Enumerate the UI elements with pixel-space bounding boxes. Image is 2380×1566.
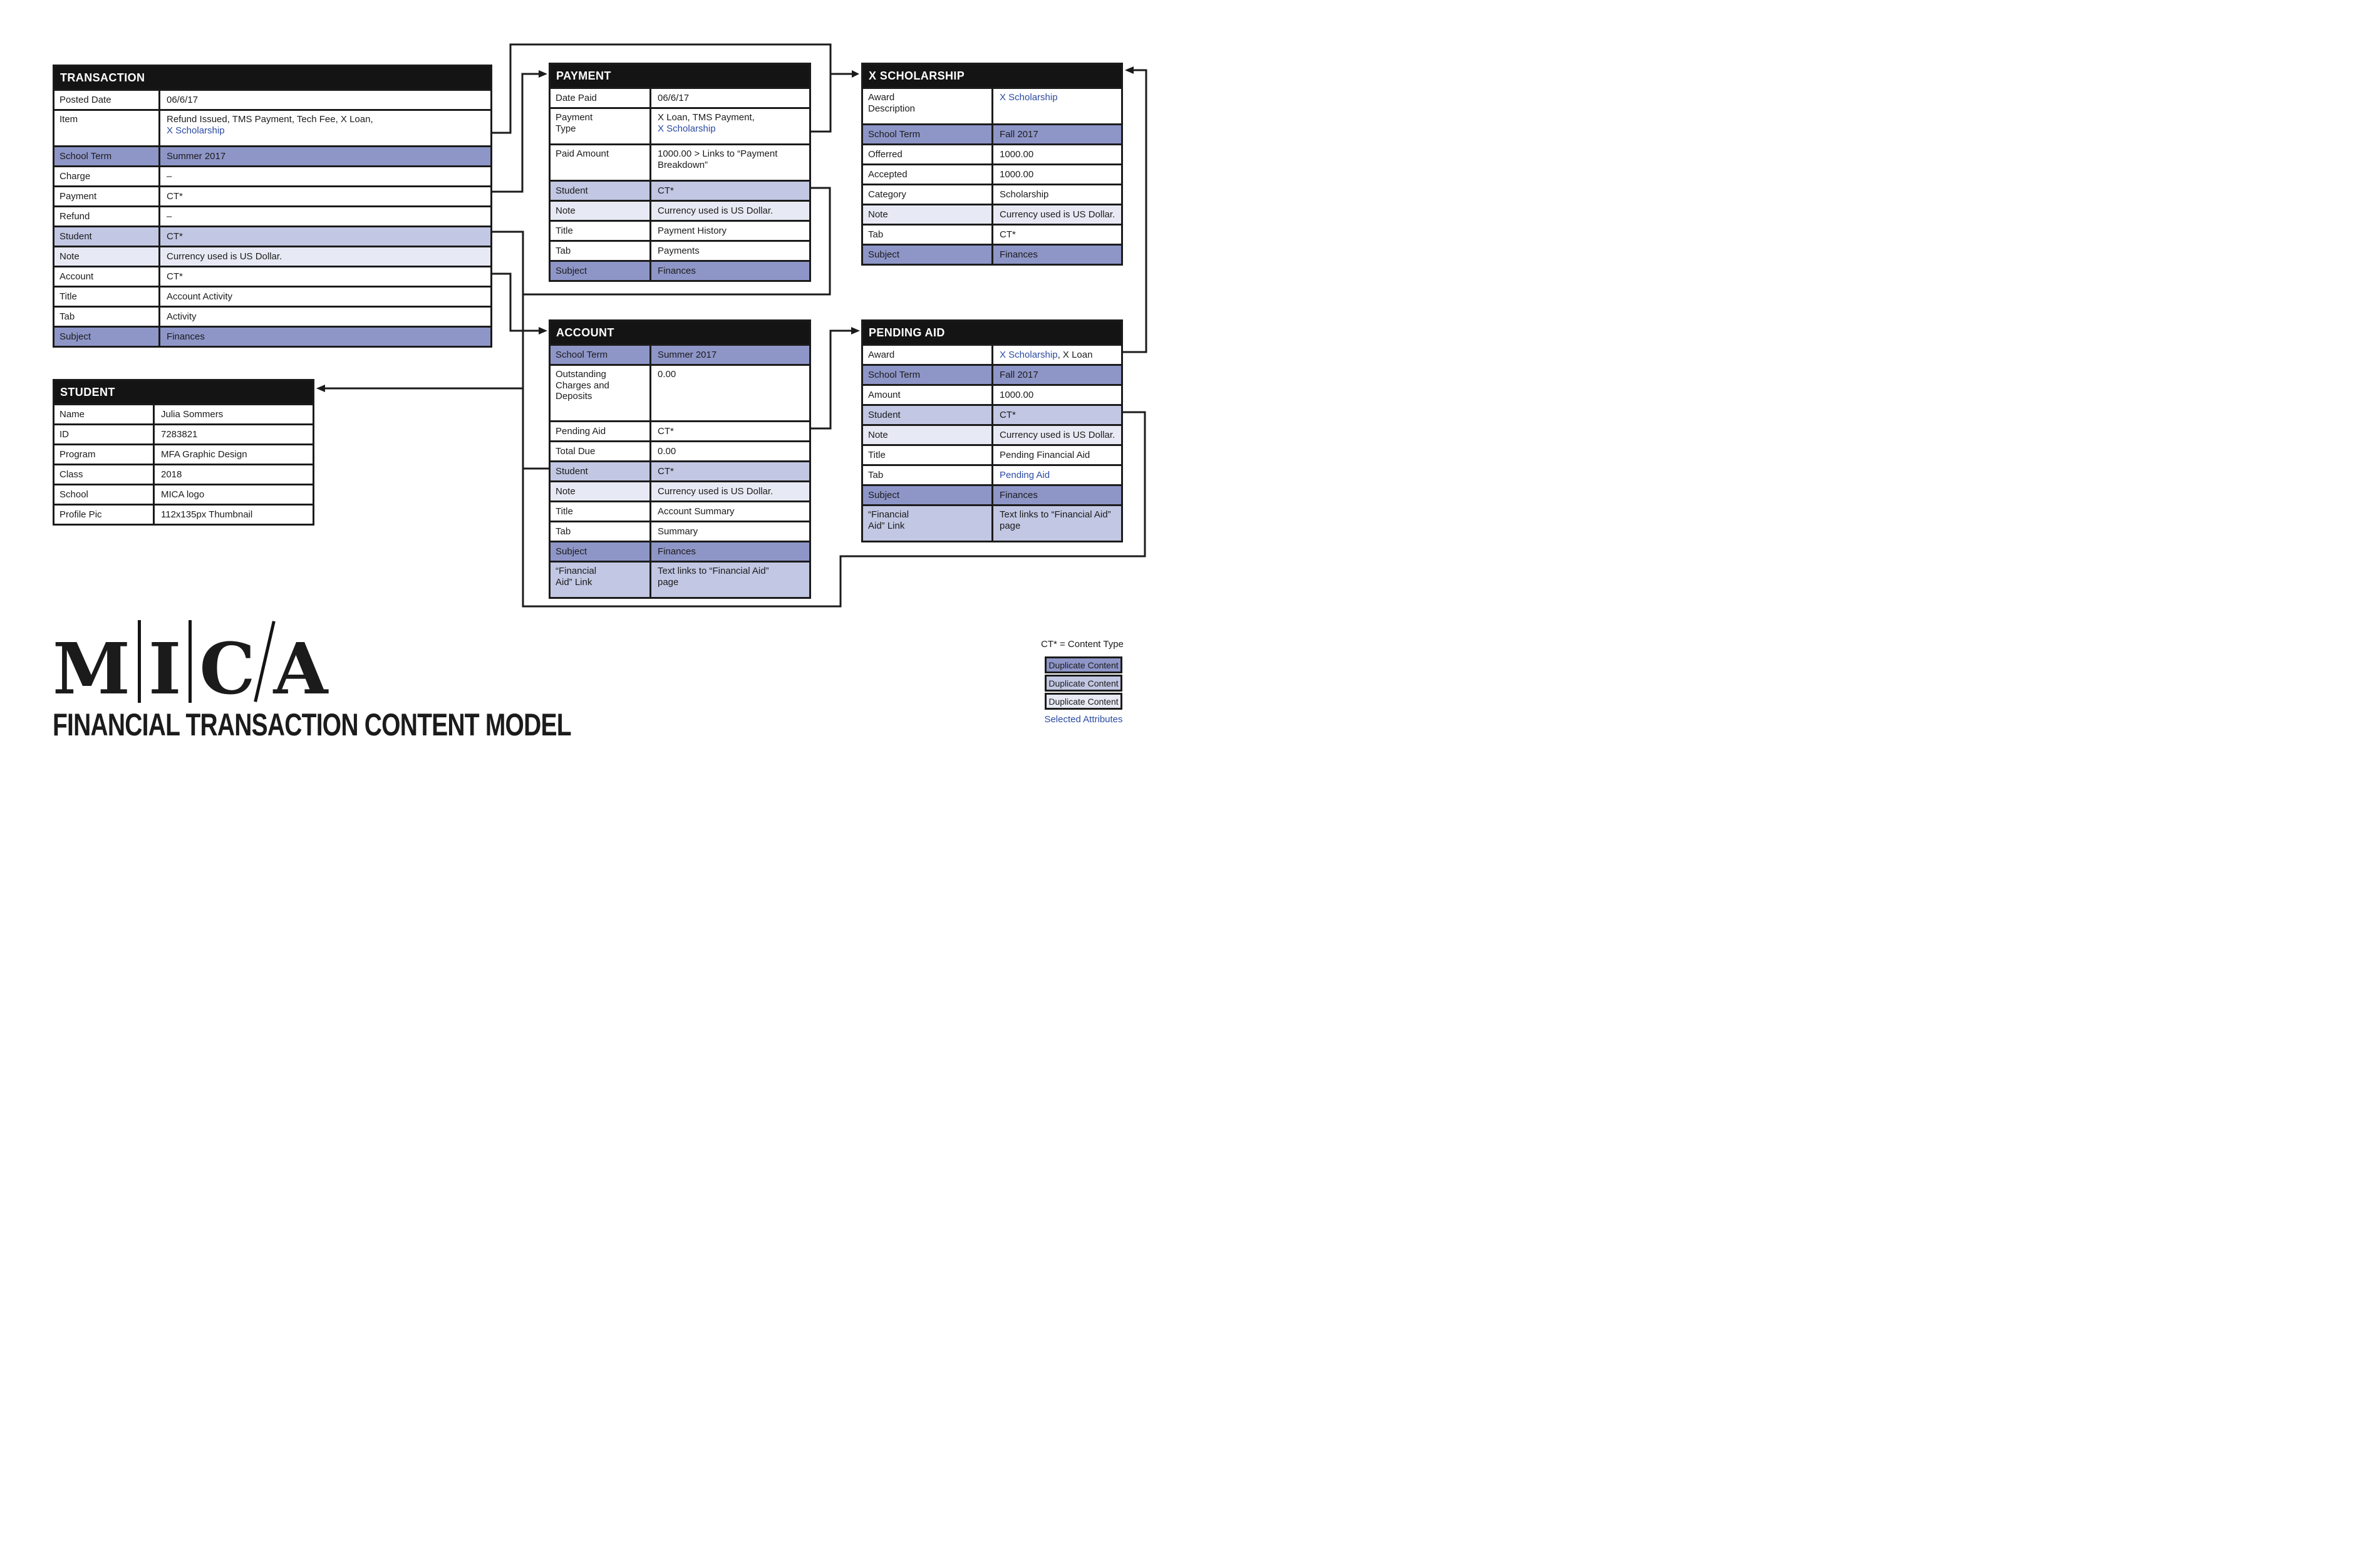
table-row bbox=[551, 480, 809, 500]
table-row bbox=[863, 87, 1121, 123]
value-text: Payments bbox=[658, 245, 700, 256]
row-label: School bbox=[54, 485, 155, 504]
table-row bbox=[551, 364, 809, 420]
value-text: Text links to “Financial Aid” bbox=[658, 566, 769, 576]
row-label: Tab bbox=[863, 226, 993, 244]
value-text: – bbox=[167, 210, 172, 222]
row-label: Tab bbox=[551, 522, 651, 541]
table-row bbox=[863, 143, 1121, 163]
table-row bbox=[863, 224, 1121, 244]
value-text: Fall 2017 bbox=[1000, 369, 1038, 380]
value-text: Finances bbox=[658, 546, 696, 557]
link-x-scholarship[interactable]: X Scholarship bbox=[1000, 349, 1058, 360]
table-row bbox=[863, 444, 1121, 464]
logo-letter-i: I bbox=[148, 628, 182, 710]
row-label: Note bbox=[54, 247, 160, 266]
row-value bbox=[993, 486, 1121, 504]
table-header-payment: PAYMENT bbox=[551, 65, 809, 87]
row-label: Offerred bbox=[863, 145, 993, 163]
row-label: Student bbox=[54, 227, 160, 246]
row-label: Tab bbox=[863, 466, 993, 484]
table-row bbox=[54, 266, 490, 286]
legend-selected-attributes: Selected Attributes bbox=[1044, 714, 1123, 725]
logo-letter-a: A bbox=[273, 628, 328, 710]
value-text: page bbox=[658, 576, 679, 588]
legend-box-medium: Duplicate Content bbox=[1045, 675, 1122, 692]
logo-slash-icon bbox=[254, 621, 276, 702]
row-label: Subject bbox=[54, 328, 160, 346]
value-text: 1000.00 bbox=[1000, 148, 1034, 160]
row-value bbox=[651, 145, 809, 180]
table-row bbox=[54, 326, 490, 346]
table-row bbox=[54, 145, 490, 165]
table-row bbox=[863, 404, 1121, 424]
value-text: Refund Issued, TMS Payment, Tech Fee, X Loan, bbox=[167, 114, 373, 125]
row-value bbox=[160, 267, 490, 286]
row-label: Title bbox=[863, 446, 993, 464]
row-value bbox=[651, 109, 809, 143]
row-value bbox=[651, 482, 809, 500]
table-row bbox=[54, 205, 490, 226]
table-header-account: ACCOUNT bbox=[551, 321, 809, 344]
row-value bbox=[993, 446, 1121, 464]
table-row bbox=[863, 484, 1121, 504]
logo-bar-icon bbox=[189, 620, 192, 703]
row-value bbox=[993, 89, 1121, 123]
value-text: Finances bbox=[658, 265, 696, 276]
value-text: Currency used is US Dollar. bbox=[167, 251, 282, 262]
row-value bbox=[155, 425, 313, 443]
row-label: Pending Aid bbox=[551, 422, 651, 440]
row-value bbox=[160, 167, 490, 185]
value-text: page bbox=[1000, 520, 1021, 531]
row-value bbox=[651, 442, 809, 460]
table-row bbox=[551, 460, 809, 480]
row-label: School Term bbox=[54, 147, 160, 165]
arrowhead-icon bbox=[852, 70, 859, 78]
row-value bbox=[160, 187, 490, 205]
row-value bbox=[651, 89, 809, 107]
row-value bbox=[993, 366, 1121, 384]
value-text: Summer 2017 bbox=[167, 150, 226, 162]
row-label: Student bbox=[863, 406, 993, 424]
table-row bbox=[863, 504, 1121, 541]
row-label: Student bbox=[551, 462, 651, 480]
value-text: 112x135px Thumbnail bbox=[161, 509, 253, 520]
row-label: Subject bbox=[863, 486, 993, 504]
row-label: Tab bbox=[54, 308, 160, 326]
table-row bbox=[863, 184, 1121, 204]
table-row bbox=[551, 420, 809, 440]
row-label: Title bbox=[54, 288, 160, 306]
arrowhead-icon bbox=[851, 327, 860, 334]
row-label: Program bbox=[54, 445, 155, 464]
row-value bbox=[160, 227, 490, 246]
row-value bbox=[993, 125, 1121, 143]
row-label: Class bbox=[54, 465, 155, 484]
row-value bbox=[651, 462, 809, 480]
value-text: Currency used is US Dollar. bbox=[1000, 429, 1115, 440]
value-text: , X Loan bbox=[1057, 349, 1093, 360]
value-text: 0.00 bbox=[658, 369, 676, 380]
arrowhead-icon bbox=[316, 385, 325, 392]
row-label: Profile Pic bbox=[54, 506, 155, 524]
value-text: Finances bbox=[1000, 489, 1038, 500]
row-label: Subject bbox=[551, 542, 651, 561]
link-x-scholarship[interactable]: X Scholarship bbox=[1000, 92, 1058, 103]
table-row bbox=[551, 561, 809, 597]
value-text: CT* bbox=[167, 190, 183, 202]
table-header-transaction: TRANSACTION bbox=[54, 66, 490, 89]
value-text: 7283821 bbox=[161, 428, 198, 440]
table-row bbox=[551, 200, 809, 220]
row-value bbox=[993, 246, 1121, 264]
value-text: CT* bbox=[1000, 229, 1016, 240]
row-value bbox=[160, 91, 490, 109]
row-label: “Financial Aid” Link bbox=[551, 563, 651, 597]
table-row bbox=[551, 180, 809, 200]
table-row bbox=[54, 246, 490, 266]
table-row bbox=[551, 500, 809, 521]
row-value bbox=[155, 445, 313, 464]
table-row bbox=[551, 220, 809, 240]
row-value bbox=[993, 205, 1121, 224]
table-row bbox=[863, 364, 1121, 384]
connector-line bbox=[492, 274, 539, 331]
row-value bbox=[651, 202, 809, 220]
row-label: Title bbox=[551, 502, 651, 521]
value-text: Text links to “Financial Aid” bbox=[1000, 509, 1111, 520]
value-text: Scholarship bbox=[1000, 189, 1049, 200]
row-value bbox=[155, 485, 313, 504]
row-label: Total Due bbox=[551, 442, 651, 460]
value-text: Finances bbox=[1000, 249, 1038, 260]
row-label: Account bbox=[54, 267, 160, 286]
row-label: Date Paid bbox=[551, 89, 651, 107]
table-header-x-scholarship: X SCHOLARSHIP bbox=[863, 65, 1121, 87]
value-text: 2018 bbox=[161, 469, 182, 480]
table-row bbox=[54, 306, 490, 326]
connector-line bbox=[811, 331, 851, 428]
row-value bbox=[160, 111, 490, 145]
value-text: Account Activity bbox=[167, 291, 233, 302]
legend-ct-note: CT* = Content Type bbox=[1041, 639, 1124, 650]
row-label: School Term bbox=[863, 366, 993, 384]
value-text: 1000.00 bbox=[1000, 389, 1034, 400]
row-label: Title bbox=[551, 222, 651, 240]
value-text: Fall 2017 bbox=[1000, 128, 1038, 140]
row-value bbox=[651, 542, 809, 561]
row-value bbox=[160, 308, 490, 326]
table-row bbox=[863, 244, 1121, 264]
value-text: Pending Financial Aid bbox=[1000, 449, 1090, 460]
row-value bbox=[160, 288, 490, 306]
row-value bbox=[651, 366, 809, 420]
row-value bbox=[155, 506, 313, 524]
value-text: Currency used is US Dollar. bbox=[1000, 209, 1115, 220]
table-row bbox=[551, 521, 809, 541]
row-value bbox=[993, 426, 1121, 444]
row-label: Student bbox=[551, 182, 651, 200]
table-row bbox=[863, 123, 1121, 143]
row-value bbox=[651, 262, 809, 280]
row-value bbox=[155, 405, 313, 423]
row-value bbox=[993, 165, 1121, 184]
logo-letter-m: M bbox=[53, 628, 130, 710]
row-label: ID bbox=[54, 425, 155, 443]
value-text: Julia Sommers bbox=[161, 408, 224, 420]
row-label: School Term bbox=[863, 125, 993, 143]
value-text: 06/6/17 bbox=[167, 94, 199, 105]
value-text: 0.00 bbox=[658, 445, 676, 457]
value-text: Summer 2017 bbox=[658, 349, 717, 360]
value-text: Breakdown” bbox=[658, 159, 708, 170]
row-label: Note bbox=[863, 205, 993, 224]
row-label: “Financial Aid” Link bbox=[863, 506, 993, 541]
value-text: X Loan, TMS Payment, bbox=[658, 112, 755, 123]
value-text: Finances bbox=[167, 331, 205, 342]
diagram-canvas bbox=[0, 0, 1190, 783]
row-label: Subject bbox=[551, 262, 651, 280]
row-label: Item bbox=[54, 111, 160, 145]
row-label: Award Description bbox=[863, 89, 993, 123]
value-text: – bbox=[167, 170, 172, 182]
table-student bbox=[53, 379, 314, 526]
table-row bbox=[863, 204, 1121, 224]
row-value bbox=[651, 242, 809, 260]
row-label: Posted Date bbox=[54, 91, 160, 109]
table-row bbox=[551, 87, 809, 107]
row-value bbox=[160, 328, 490, 346]
table-row bbox=[551, 260, 809, 280]
row-value bbox=[160, 147, 490, 165]
row-value bbox=[651, 182, 809, 200]
table-row bbox=[551, 143, 809, 180]
link-x-scholarship[interactable]: X Scholarship bbox=[167, 125, 225, 136]
row-value bbox=[651, 522, 809, 541]
table-row bbox=[863, 344, 1121, 364]
table-row bbox=[54, 226, 490, 246]
value-text: Currency used is US Dollar. bbox=[658, 205, 773, 216]
row-label: Note bbox=[551, 202, 651, 220]
arrowhead-icon bbox=[539, 70, 547, 78]
row-label: Category bbox=[863, 185, 993, 204]
link-pending-aid[interactable]: Pending Aid bbox=[1000, 469, 1050, 480]
row-value bbox=[993, 346, 1121, 364]
table-payment bbox=[549, 63, 811, 282]
table-row bbox=[863, 464, 1121, 484]
row-value bbox=[651, 222, 809, 240]
value-text: CT* bbox=[658, 425, 674, 437]
value-text: CT* bbox=[167, 271, 183, 282]
legend-box-light: Duplicate Content bbox=[1045, 693, 1122, 710]
arrowhead-icon bbox=[1125, 66, 1134, 74]
row-value bbox=[993, 506, 1121, 541]
row-value bbox=[155, 465, 313, 484]
row-value bbox=[993, 226, 1121, 244]
value-text: Summary bbox=[658, 526, 698, 537]
value-text: CT* bbox=[658, 465, 674, 477]
mica-logo bbox=[53, 620, 328, 710]
table-row bbox=[551, 107, 809, 143]
table-row bbox=[54, 185, 490, 205]
table-row bbox=[54, 89, 490, 109]
value-text: MICA logo bbox=[161, 489, 205, 500]
value-text: Currency used is US Dollar. bbox=[658, 485, 773, 497]
table-row bbox=[863, 384, 1121, 404]
row-label: Award bbox=[863, 346, 993, 364]
row-value bbox=[160, 247, 490, 266]
row-value bbox=[993, 145, 1121, 163]
row-value bbox=[651, 502, 809, 521]
table-pending-aid bbox=[861, 319, 1123, 542]
table-row bbox=[551, 344, 809, 364]
table-row bbox=[54, 423, 313, 443]
row-label: Payment Type bbox=[551, 109, 651, 143]
table-row bbox=[54, 165, 490, 185]
row-value bbox=[651, 563, 809, 597]
row-label: Outstanding Charges and Deposits bbox=[551, 366, 651, 420]
row-value bbox=[993, 185, 1121, 204]
row-label: Subject bbox=[863, 246, 993, 264]
value-text: Activity bbox=[167, 311, 197, 322]
value-text: Payment History bbox=[658, 225, 727, 236]
table-row bbox=[54, 286, 490, 306]
table-transaction bbox=[53, 65, 492, 348]
row-label: Accepted bbox=[863, 165, 993, 184]
legend-box-strong: Duplicate Content bbox=[1045, 656, 1122, 673]
table-row bbox=[551, 240, 809, 260]
row-label: Amount bbox=[863, 386, 993, 404]
row-label: Tab bbox=[551, 242, 651, 260]
value-text: CT* bbox=[658, 185, 674, 196]
value-text: CT* bbox=[167, 231, 183, 242]
row-value bbox=[993, 406, 1121, 424]
table-row bbox=[551, 440, 809, 460]
table-row bbox=[54, 403, 313, 423]
page-title: FINANCIAL TRANSACTION CONTENT MODEL bbox=[53, 707, 571, 742]
value-text: 1000.00 > Links to “Payment bbox=[658, 148, 778, 159]
row-value bbox=[993, 466, 1121, 484]
row-label: Note bbox=[863, 426, 993, 444]
row-label: Paid Amount bbox=[551, 145, 651, 180]
value-text: Account Summary bbox=[658, 506, 735, 517]
logo-letter-c: C bbox=[199, 628, 256, 710]
table-header-pending-aid: PENDING AID bbox=[863, 321, 1121, 344]
arrowhead-icon bbox=[539, 327, 547, 334]
row-label: Charge bbox=[54, 167, 160, 185]
table-x-scholarship bbox=[861, 63, 1123, 266]
row-label: Note bbox=[551, 482, 651, 500]
row-label: Refund bbox=[54, 207, 160, 226]
connector-line bbox=[1123, 70, 1146, 352]
table-row bbox=[54, 464, 313, 484]
row-value bbox=[160, 207, 490, 226]
table-header-student: STUDENT bbox=[54, 381, 313, 403]
value-text: 06/6/17 bbox=[658, 92, 690, 103]
table-account bbox=[549, 319, 811, 599]
table-row bbox=[863, 163, 1121, 184]
value-text: 1000.00 bbox=[1000, 169, 1034, 180]
table-row bbox=[551, 541, 809, 561]
table-row bbox=[54, 443, 313, 464]
table-row bbox=[863, 424, 1121, 444]
row-label: Name bbox=[54, 405, 155, 423]
row-value bbox=[651, 422, 809, 440]
table-row bbox=[54, 109, 490, 145]
logo-bar-icon bbox=[138, 620, 141, 703]
link-x-scholarship[interactable]: X Scholarship bbox=[658, 123, 716, 134]
value-text: MFA Graphic Design bbox=[161, 449, 247, 460]
row-label: Payment bbox=[54, 187, 160, 205]
row-value bbox=[651, 346, 809, 364]
row-label: School Term bbox=[551, 346, 651, 364]
table-row bbox=[54, 504, 313, 524]
value-text: CT* bbox=[1000, 409, 1016, 420]
row-value bbox=[993, 386, 1121, 404]
table-row bbox=[54, 484, 313, 504]
